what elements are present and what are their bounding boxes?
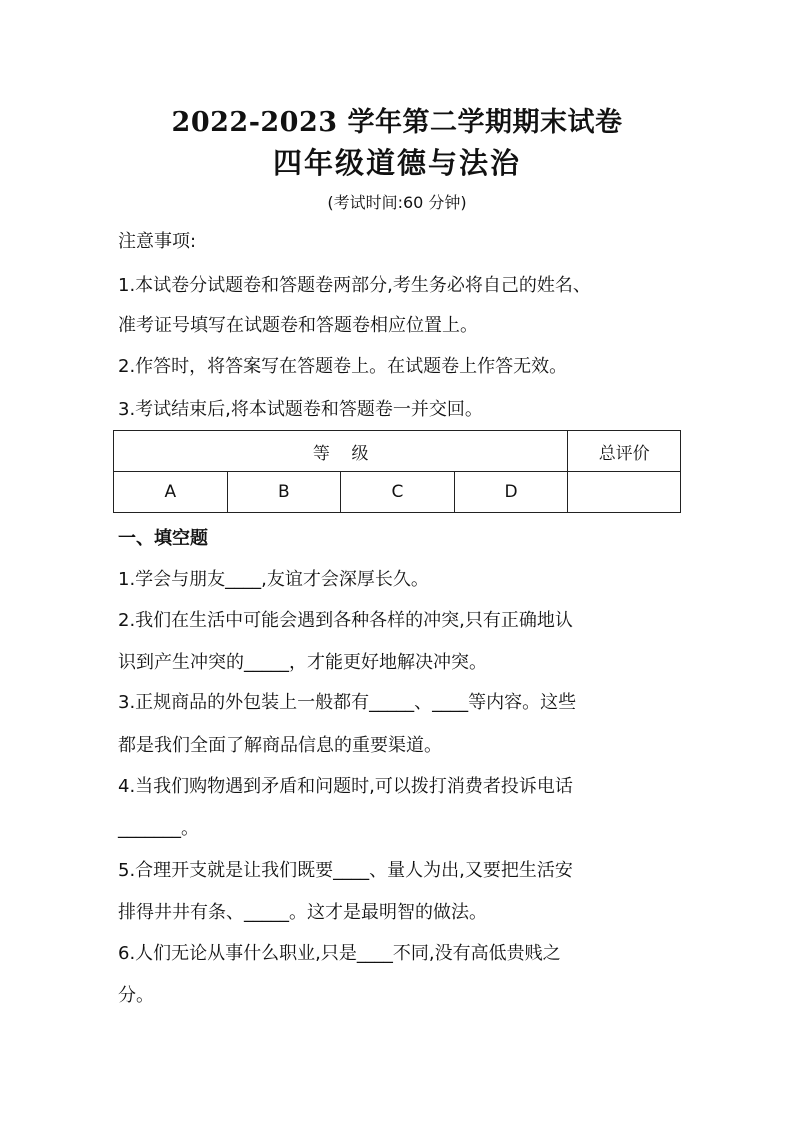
grade-table: [113, 430, 681, 513]
question-3: 3.正规商品的外包装上一般都有_____、____等内容。这些: [118, 692, 577, 713]
grade-level-b: B: [227, 472, 341, 513]
total-value-cell: [568, 472, 681, 513]
exam-subject: 四年级道德与法治: [272, 146, 521, 180]
question-4: 4.当我们购物遇到矛盾和问题时,可以拨打消费者投诉电话: [118, 776, 573, 797]
question-5: 5.合理开支就是让我们既要____、量人为出,又要把生活安: [118, 860, 573, 881]
notice-item-1-cont: 准考证号填写在试题卷和答题卷相应位置上。: [118, 315, 478, 336]
question-4-cont: _______。: [118, 818, 199, 839]
grade-level-c: C: [341, 472, 455, 513]
question-2: 2.我们在生活中可能会遇到各种各样的冲突,只有正确地认: [118, 610, 573, 631]
question-5-cont: 排得井井有条、_____。这才是最明智的做法。: [118, 902, 487, 923]
question-3-cont: 都是我们全面了解商品信息的重要渠道。: [118, 735, 442, 756]
total-header-cell: 总评价: [568, 431, 681, 472]
notice-heading: 注意事项:: [118, 231, 197, 252]
question-6-cont: 分。: [118, 985, 154, 1006]
grade-level-d: D: [454, 472, 568, 513]
notice-item-2: 2.作答时，将答案写在答题卷上。在试题卷上作答无效。: [118, 356, 568, 377]
notice-item-3: 3.考试结束后,将本试题卷和答题卷一并交回。: [118, 399, 483, 420]
grade-table-level-row: [114, 472, 681, 513]
exam-duration: (考试时间:60 分钟): [327, 193, 467, 212]
question-1: 1.学会与朋友____,友谊才会深厚长久。: [118, 569, 429, 590]
grade-header-cell: 等 级: [114, 431, 568, 472]
question-2-cont: 识到产生冲突的_____，才能更好地解决冲突。: [118, 652, 487, 673]
question-6: 6.人们无论从事什么职业,只是____不同,没有高低贵贱之: [118, 943, 561, 964]
exam-title: 2022-2023 学年第二学期期末试卷: [171, 107, 623, 138]
grade-table-header-row: [114, 431, 681, 472]
notice-item-1: 1.本试卷分试题卷和答题卷两部分,考生务必将自己的姓名、: [118, 275, 591, 296]
grade-level-a: A: [114, 472, 228, 513]
section-fill-blank-heading: 一、填空题: [118, 528, 208, 549]
